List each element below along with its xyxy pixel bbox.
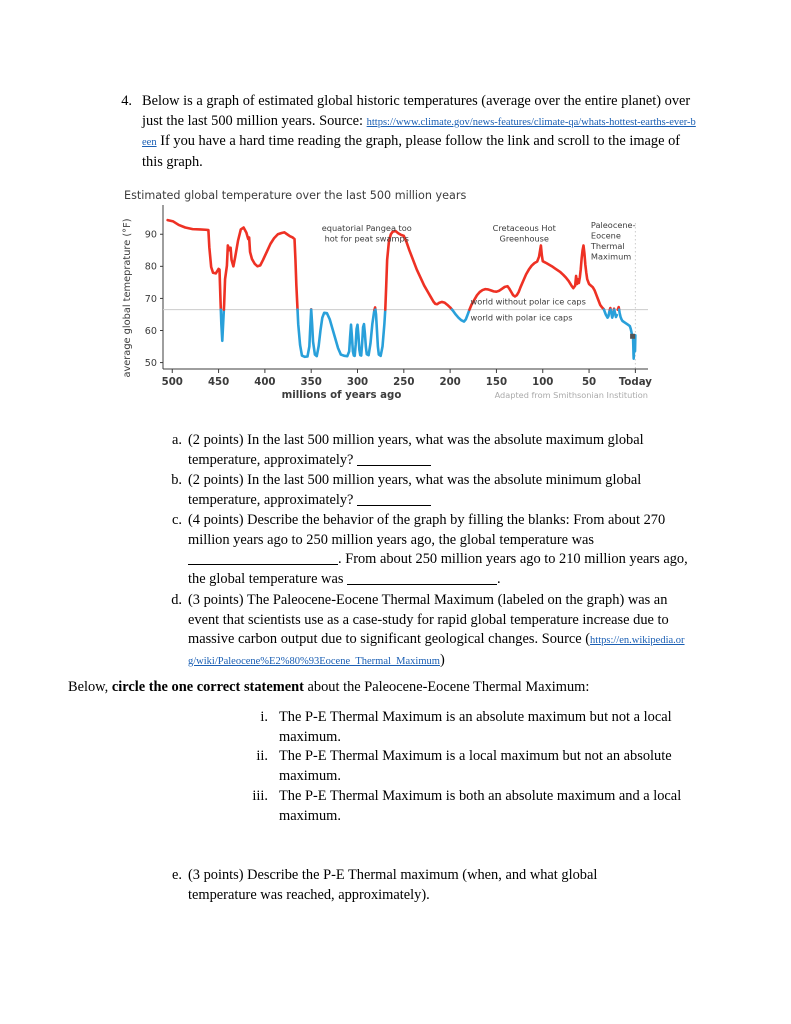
choice-iii-text: The P-E Thermal Maximum is both an absolute maximum and a local maximum. bbox=[279, 788, 682, 824]
svg-text:500: 500 bbox=[161, 377, 183, 388]
circle-prompt-lead: Below, bbox=[68, 679, 109, 695]
svg-text:200: 200 bbox=[439, 377, 461, 388]
svg-text:Maximum: Maximum bbox=[590, 251, 632, 262]
subquestion-a-text: (2 points) In the last 500 million years, what was the absolute maximum global temperature, approximately? bbox=[188, 432, 644, 468]
svg-text:Today: Today bbox=[618, 377, 652, 388]
choice-iii-marker: iii. bbox=[252, 788, 268, 804]
subquestion-d-text: (3 points) The Paleocene-Eocene Thermal Maximum (labeled on the graph) was an event that scientists use as a case-study for rapid global temperature increase due to massive carbon output due to significant geological changes. bbox=[188, 592, 669, 648]
circle-prompt-bold: circle the one correct statement bbox=[111, 679, 304, 695]
subquestion-d-source-close: ) bbox=[439, 651, 445, 668]
svg-text:Thermal: Thermal bbox=[590, 241, 625, 252]
svg-text:world without polar ice caps: world without polar ice caps bbox=[470, 296, 586, 307]
svg-text:90: 90 bbox=[144, 229, 157, 241]
subquestion-c bbox=[188, 511, 692, 589]
answer-blank-a[interactable] bbox=[357, 465, 431, 466]
subquestion-b-text: (2 points) In the last 500 million years, what was the absolute minimum global temperature, approximately? bbox=[188, 472, 642, 508]
subquestion-d bbox=[188, 591, 692, 671]
subquestion-c-text-3: . bbox=[497, 570, 501, 587]
svg-text:Greenhouse: Greenhouse bbox=[499, 233, 549, 244]
svg-text:world with polar ice caps: world with polar ice caps bbox=[470, 312, 573, 323]
svg-text:50: 50 bbox=[144, 357, 157, 369]
subquestion-c-text-2: . From about 250 million years ago to 210 million years ago, the global temperature was bbox=[188, 551, 688, 587]
subquestion-b-marker: b. bbox=[171, 472, 182, 488]
global-temperature-chart bbox=[117, 189, 657, 404]
svg-text:350: 350 bbox=[300, 377, 322, 388]
question-4-intro-text: Below is a graph of estimated global historic temperatures (average over the entire planet) over just the last 500 million years. Source: bbox=[142, 93, 691, 129]
svg-text:250: 250 bbox=[393, 377, 415, 388]
answer-blank-b[interactable] bbox=[357, 505, 431, 506]
svg-text:300: 300 bbox=[346, 377, 369, 388]
svg-text:70: 70 bbox=[144, 293, 157, 305]
svg-text:average global temeprature (°F: average global temeprature (°F) bbox=[122, 218, 133, 378]
svg-text:100: 100 bbox=[532, 377, 554, 388]
svg-text:Cretaceous Hot: Cretaceous Hot bbox=[492, 223, 556, 234]
wikipedia-petm-link[interactable]: https://en.wikipedia.org/wiki/Paleocene%E2%80%93Eocene_Thermal_Maximum bbox=[188, 635, 685, 667]
choice-i-text: The P-E Thermal Maximum is an absolute maximum but not a local maximum. bbox=[279, 709, 672, 745]
choice-i-marker: i. bbox=[260, 709, 268, 725]
answer-blank-c2[interactable] bbox=[347, 584, 497, 585]
svg-text:Paleocene-: Paleocene- bbox=[590, 219, 636, 230]
svg-text:equatorial Pangea too: equatorial Pangea too bbox=[321, 223, 412, 234]
svg-text:450: 450 bbox=[207, 377, 230, 388]
svg-text:60: 60 bbox=[144, 325, 157, 337]
svg-text:hot for peat swamps: hot for peat swamps bbox=[324, 233, 409, 244]
subquestion-e bbox=[188, 866, 668, 905]
circle-prompt bbox=[68, 678, 728, 698]
svg-text:millions of years ago: millions of years ago bbox=[281, 390, 402, 401]
subquestion-c-text-1: (4 points) Describe the behavior of the graph by filling the blanks: From about 270 million years ago to 250 million years ago, the global temperature was bbox=[188, 512, 666, 548]
subquestion-d-marker: d. bbox=[171, 592, 182, 608]
choice-i[interactable] bbox=[279, 708, 699, 747]
question-4-intro bbox=[142, 92, 698, 172]
svg-text:150: 150 bbox=[485, 377, 508, 388]
choice-iii[interactable] bbox=[279, 787, 699, 826]
svg-text:80: 80 bbox=[144, 261, 157, 273]
answer-blank-c1[interactable] bbox=[188, 564, 338, 565]
circle-prompt-tail: about the Paleocene-Eocene Thermal Maximum: bbox=[307, 679, 590, 695]
choice-ii-text: The P-E Thermal Maximum is a local maximum but not an absolute maximum. bbox=[279, 748, 672, 784]
subquestion-b bbox=[188, 471, 688, 510]
subquestion-a-marker: a. bbox=[172, 432, 182, 448]
svg-text:50: 50 bbox=[581, 377, 597, 388]
subquestion-e-text: (3 points) Describe the P-E Thermal maximum (when, and what global temperature was reached, approximately). bbox=[188, 867, 598, 903]
subquestion-d-source-label: Source ( bbox=[541, 631, 591, 648]
climate-gov-source-link[interactable]: https://www.climate.gov/news-features/climate-qa/whats-hottest-earths-ever-been bbox=[142, 116, 696, 149]
svg-text:Adapted from Smithsonian Insti: Adapted from Smithsonian Institution bbox=[494, 390, 648, 400]
choice-ii-marker: ii. bbox=[256, 748, 268, 764]
subquestion-a bbox=[188, 431, 688, 470]
chart-svg bbox=[117, 189, 657, 404]
question-4-intro-text-2: If you have a hard time reading the graph, please follow the link and scroll to the image of this graph. bbox=[142, 133, 681, 170]
subquestion-c-marker: c. bbox=[172, 512, 182, 528]
choice-ii[interactable] bbox=[279, 747, 699, 786]
subquestion-e-marker: e. bbox=[172, 867, 182, 883]
svg-text:400: 400 bbox=[254, 377, 276, 388]
question-4-marker: 4. bbox=[121, 93, 132, 109]
svg-text:Eocene: Eocene bbox=[590, 230, 621, 241]
chart-title: Estimated global temperature over the last 500 million years bbox=[124, 189, 467, 202]
